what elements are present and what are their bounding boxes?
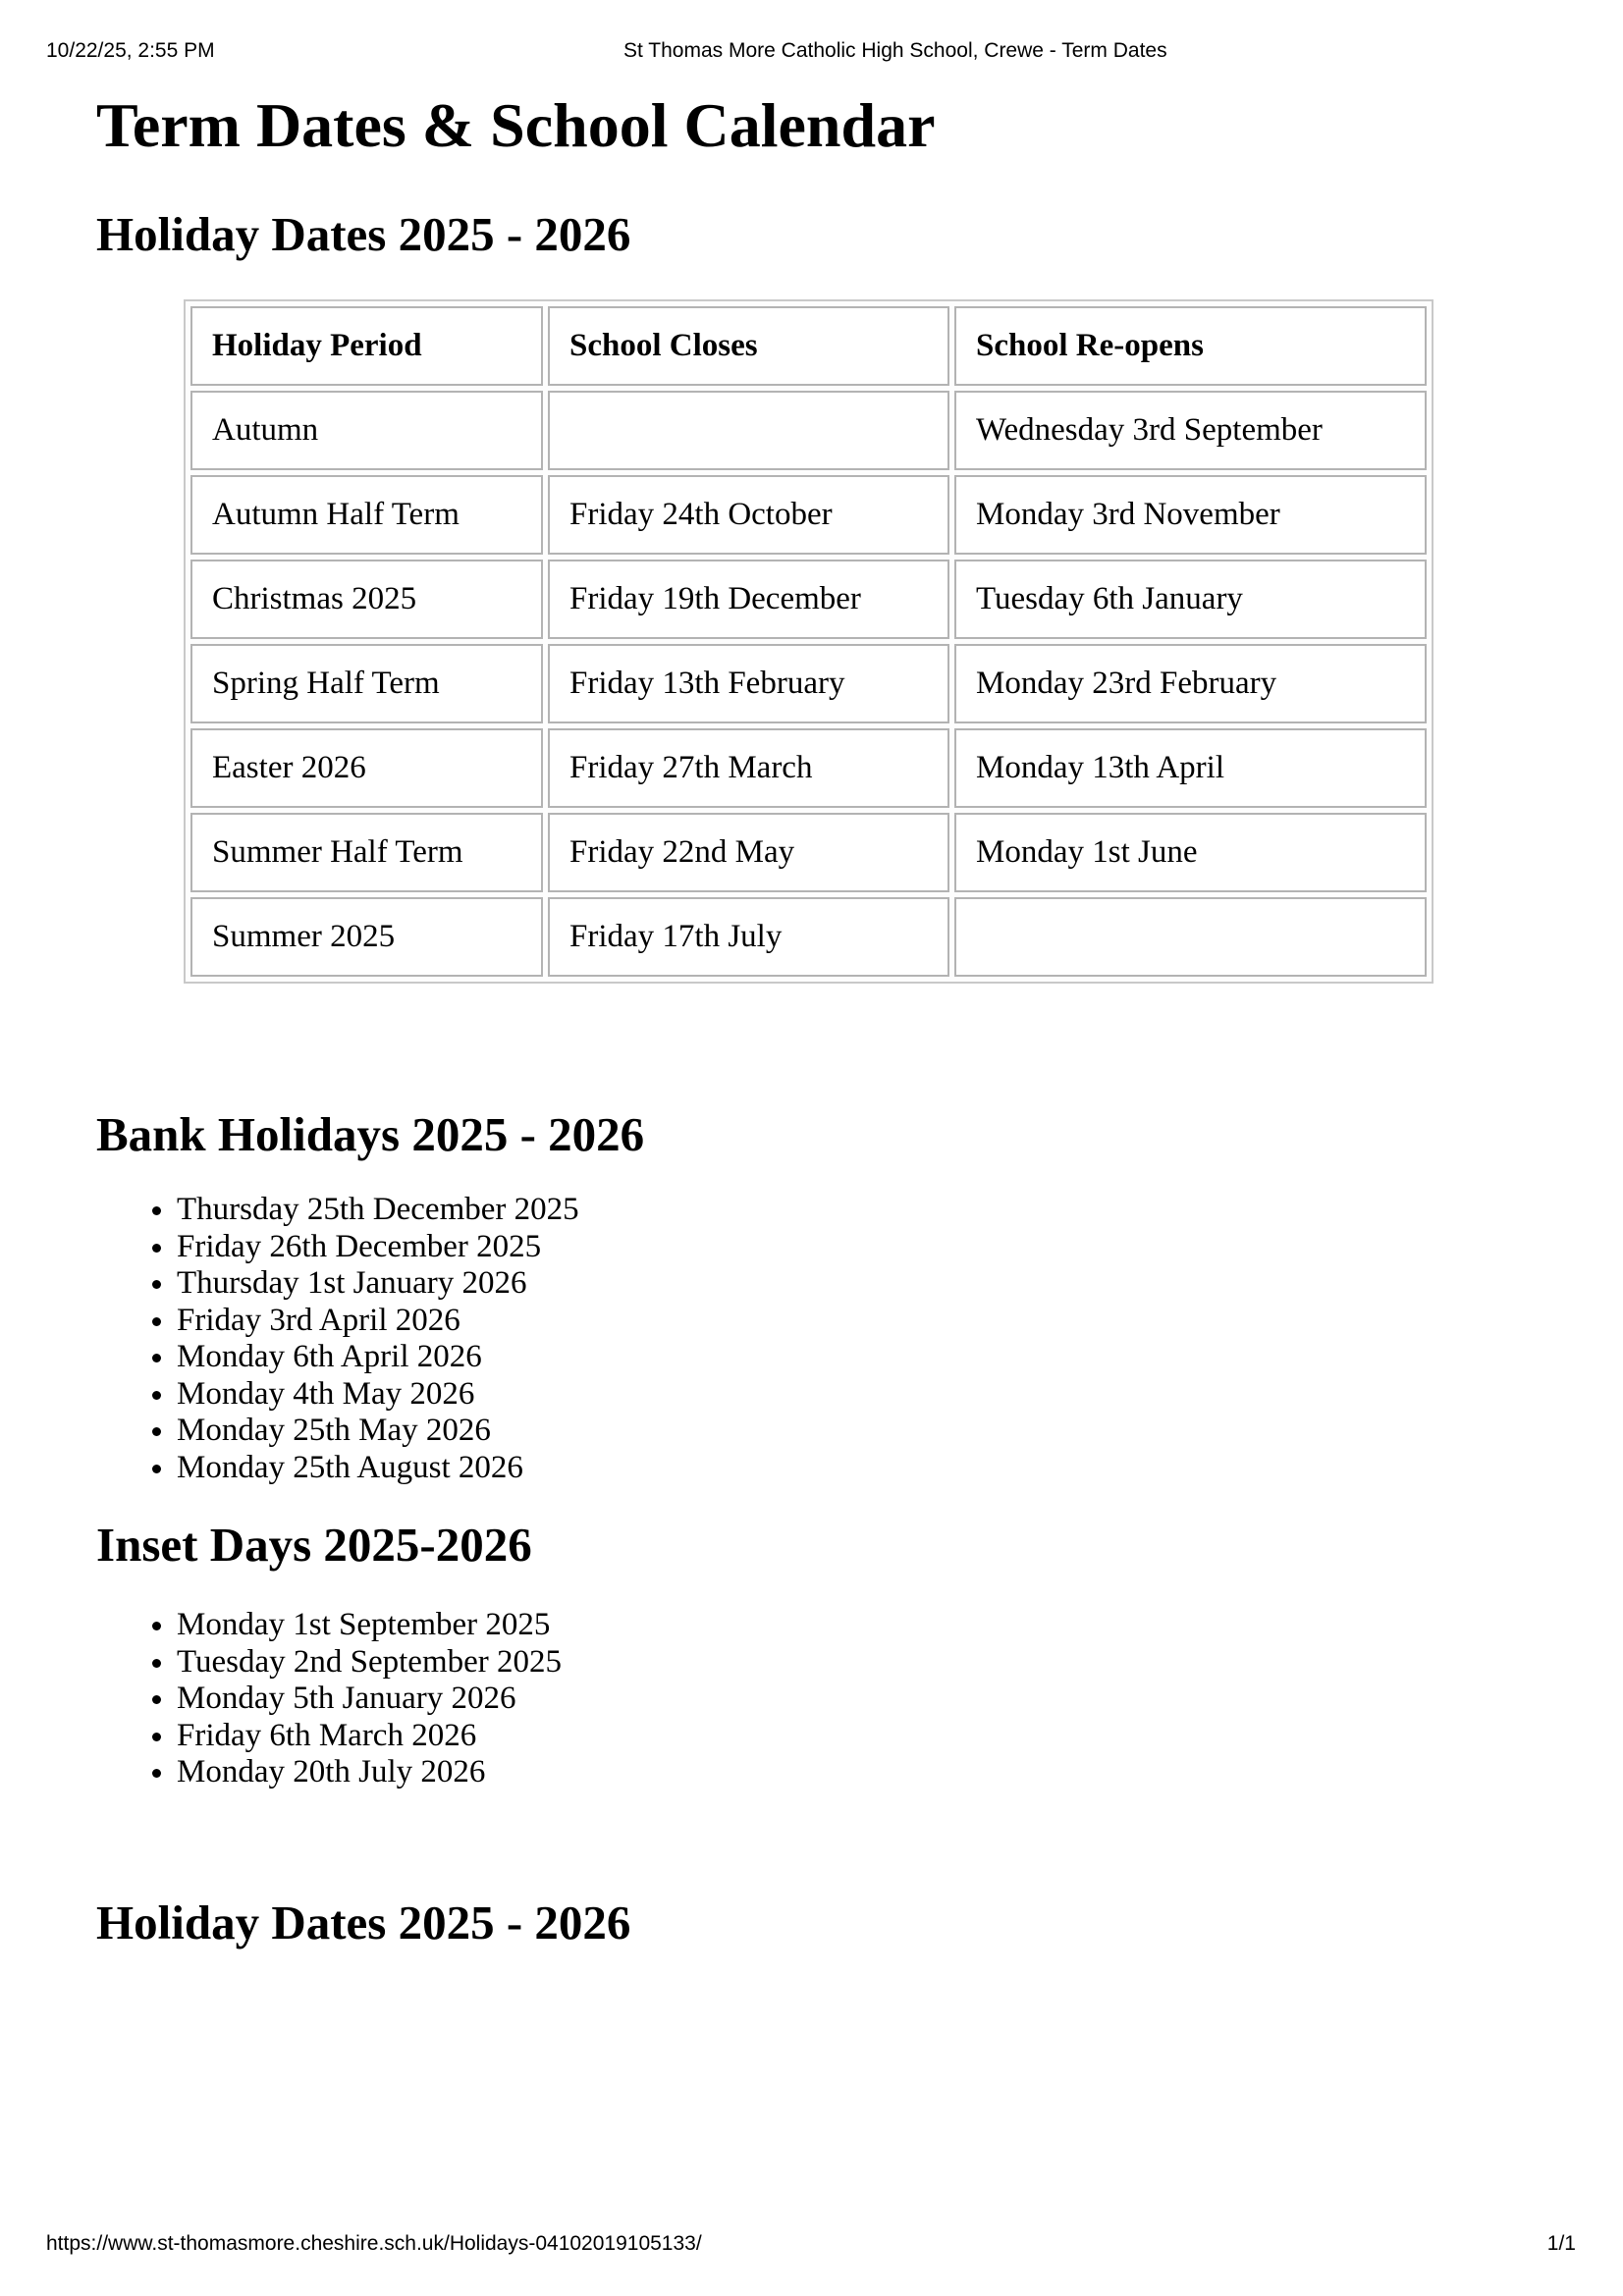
table-cell: Wednesday 3rd September — [954, 391, 1427, 470]
list-item: • Monday 5th January 2026 — [177, 1681, 562, 1718]
holiday-dates-heading: Holiday Dates 2025 - 2026 — [96, 207, 631, 261]
list-item: • Monday 25th August 2026 — [177, 1450, 579, 1487]
table-row — [190, 897, 1427, 977]
table-cell: Tuesday 6th January — [954, 560, 1427, 639]
bank-holidays-heading: Bank Holidays 2025 - 2026 — [96, 1107, 645, 1161]
print-datetime: 10/22/25, 2:55 PM — [46, 39, 215, 62]
list-item: • Monday 20th July 2026 — [177, 1754, 562, 1791]
footer-url: https://www.st-thomasmore.cheshire.sch.uk/Holidays-04102019105133/ — [46, 2232, 702, 2255]
list-item: • Monday 4th May 2026 — [177, 1376, 579, 1414]
table-row — [190, 391, 1427, 470]
table-header-cell: School Re-opens — [954, 306, 1427, 386]
table-header-cell: Holiday Period — [190, 306, 543, 386]
bank-holidays-list — [96, 1192, 579, 1486]
list-item: • Friday 3rd April 2026 — [177, 1303, 579, 1340]
table-cell: Monday 23rd February — [954, 644, 1427, 723]
table-row — [190, 728, 1427, 808]
print-page-title: St Thomas More Catholic High School, Crewe - Term Dates — [623, 39, 1167, 62]
table-cell: Easter 2026 — [190, 728, 543, 808]
print-footer — [46, 2232, 1576, 2256]
list-item: • Friday 26th December 2025 — [177, 1229, 579, 1266]
table-cell: Friday 22nd May — [548, 813, 949, 892]
list-item: • Tuesday 2nd September 2025 — [177, 1644, 562, 1682]
table-header-row — [190, 306, 1427, 386]
list-item: • Monday 1st September 2025 — [177, 1607, 562, 1644]
table-cell: Monday 1st June — [954, 813, 1427, 892]
table-cell: Spring Half Term — [190, 644, 543, 723]
list-item: • Monday 25th May 2026 — [177, 1413, 579, 1450]
inset-days-list — [96, 1607, 562, 1791]
footer-page-number: 1/1 — [1546, 2232, 1576, 2255]
holiday-dates-table — [184, 299, 1434, 984]
table-cell: Friday 19th December — [548, 560, 949, 639]
list-item: • Thursday 1st January 2026 — [177, 1265, 579, 1303]
list-item: • Friday 6th March 2026 — [177, 1718, 562, 1755]
table-cell: Monday 3rd November — [954, 475, 1427, 555]
table-row — [190, 644, 1427, 723]
table-cell: Friday 17th July — [548, 897, 949, 977]
table-row — [190, 475, 1427, 555]
list-item: • Thursday 25th December 2025 — [177, 1192, 579, 1229]
holiday-dates-repeat-heading: Holiday Dates 2025 - 2026 — [96, 1896, 631, 1949]
table-cell: Friday 27th March — [548, 728, 949, 808]
table-cell — [548, 391, 949, 470]
table-cell: Summer 2025 — [190, 897, 543, 977]
table-row — [190, 560, 1427, 639]
table-header-cell: School Closes — [548, 306, 949, 386]
table-cell: Friday 13th February — [548, 644, 949, 723]
table-cell: Christmas 2025 — [190, 560, 543, 639]
table-cell: Monday 13th April — [954, 728, 1427, 808]
table-cell: Autumn — [190, 391, 543, 470]
page-title: Term Dates & School Calendar — [96, 90, 936, 160]
table-cell — [954, 897, 1427, 977]
table-cell: Summer Half Term — [190, 813, 543, 892]
table-cell: Autumn Half Term — [190, 475, 543, 555]
print-header — [46, 39, 1576, 63]
list-item: • Monday 6th April 2026 — [177, 1339, 579, 1376]
table-row — [190, 813, 1427, 892]
table-cell: Friday 24th October — [548, 475, 949, 555]
inset-days-heading: Inset Days 2025-2026 — [96, 1518, 532, 1572]
